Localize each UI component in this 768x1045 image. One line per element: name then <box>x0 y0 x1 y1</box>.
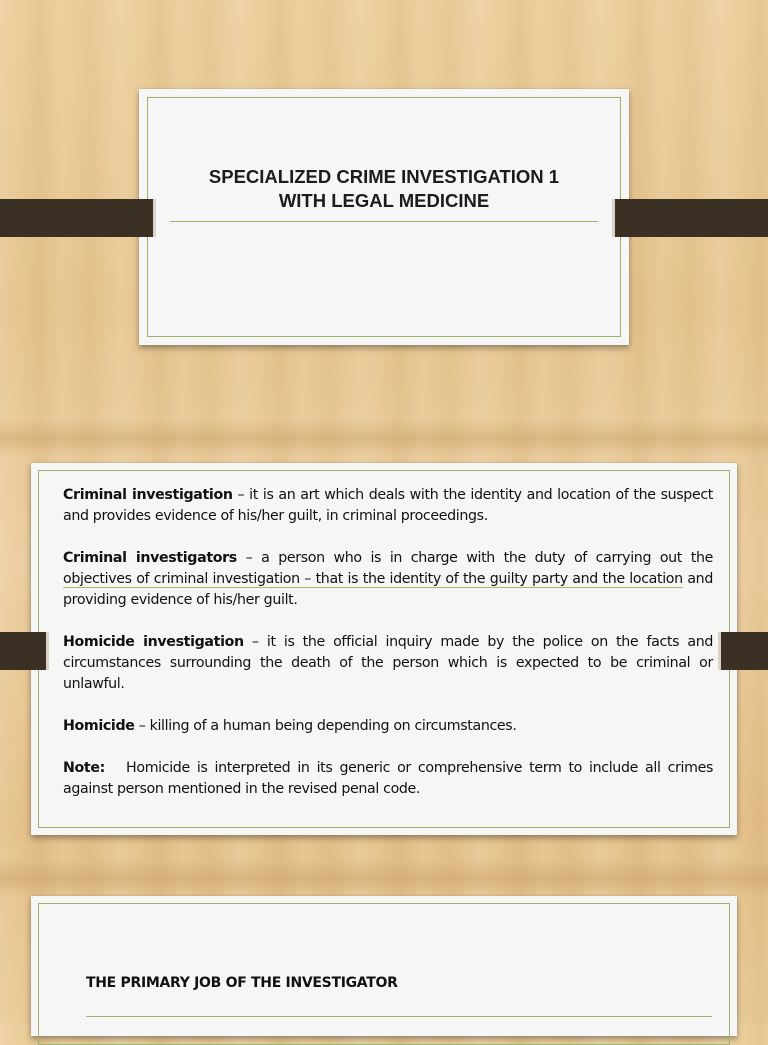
definition-term: Criminal investigators <box>63 550 237 566</box>
slide-title <box>150 165 618 213</box>
definition-term: Homicide <box>63 718 135 734</box>
title-divider <box>170 221 598 222</box>
slide-separator <box>0 860 768 896</box>
title-slide[interactable] <box>139 89 629 345</box>
definition-term: Homicide investigation <box>63 634 244 650</box>
slide-title-line-2: WITH LEGAL MEDICINE <box>278 190 490 211</box>
definition-text: – killing of a human being depending on circumstances. <box>134 718 517 734</box>
heading-divider <box>86 1016 712 1017</box>
note-label: Note: <box>63 760 105 776</box>
note-paragraph <box>63 758 718 800</box>
definition-paragraph <box>63 485 713 527</box>
slide-frame <box>147 97 621 337</box>
definition-term: Criminal investigation <box>63 487 233 503</box>
definition-text: – it is the official inquiry made by the police on the facts and circumstances surrounding the death of the person which is expected to be criminal or unlawful. <box>63 634 713 692</box>
left-accent-band <box>0 632 49 670</box>
slide-separator <box>0 420 768 456</box>
slide-heading: THE PRIMARY JOB OF THE INVESTIGATOR <box>86 975 398 991</box>
note-text: Homicide is interpreted in its generic or comprehensive term to include all crimes against person mentioned in the revised penal code. <box>63 760 718 797</box>
definitions-text <box>63 485 718 821</box>
left-accent-band <box>0 199 156 237</box>
definition-text: – a person who is in charge with the duty of carrying out the <box>236 550 713 566</box>
spellcheck-underlined-text: objectives of criminal investigation – that is the identity of the guilty party and the location <box>63 571 683 587</box>
definition-paragraph <box>63 716 713 737</box>
slide-title-line-1: SPECIALIZED CRIME INVESTIGATION 1 <box>208 166 560 187</box>
right-accent-band <box>718 632 768 670</box>
investigator-job-slide[interactable] <box>31 896 737 1036</box>
right-accent-band <box>612 199 768 237</box>
definition-text: and providing evidence of his/her guilt. <box>63 571 713 608</box>
definition-paragraph <box>63 632 713 695</box>
definition-text: – it is an art which deals with the identity and location of the suspect and provides evidence of his/her guilt, in criminal proceedings. <box>63 487 713 524</box>
definition-paragraph <box>63 548 713 611</box>
